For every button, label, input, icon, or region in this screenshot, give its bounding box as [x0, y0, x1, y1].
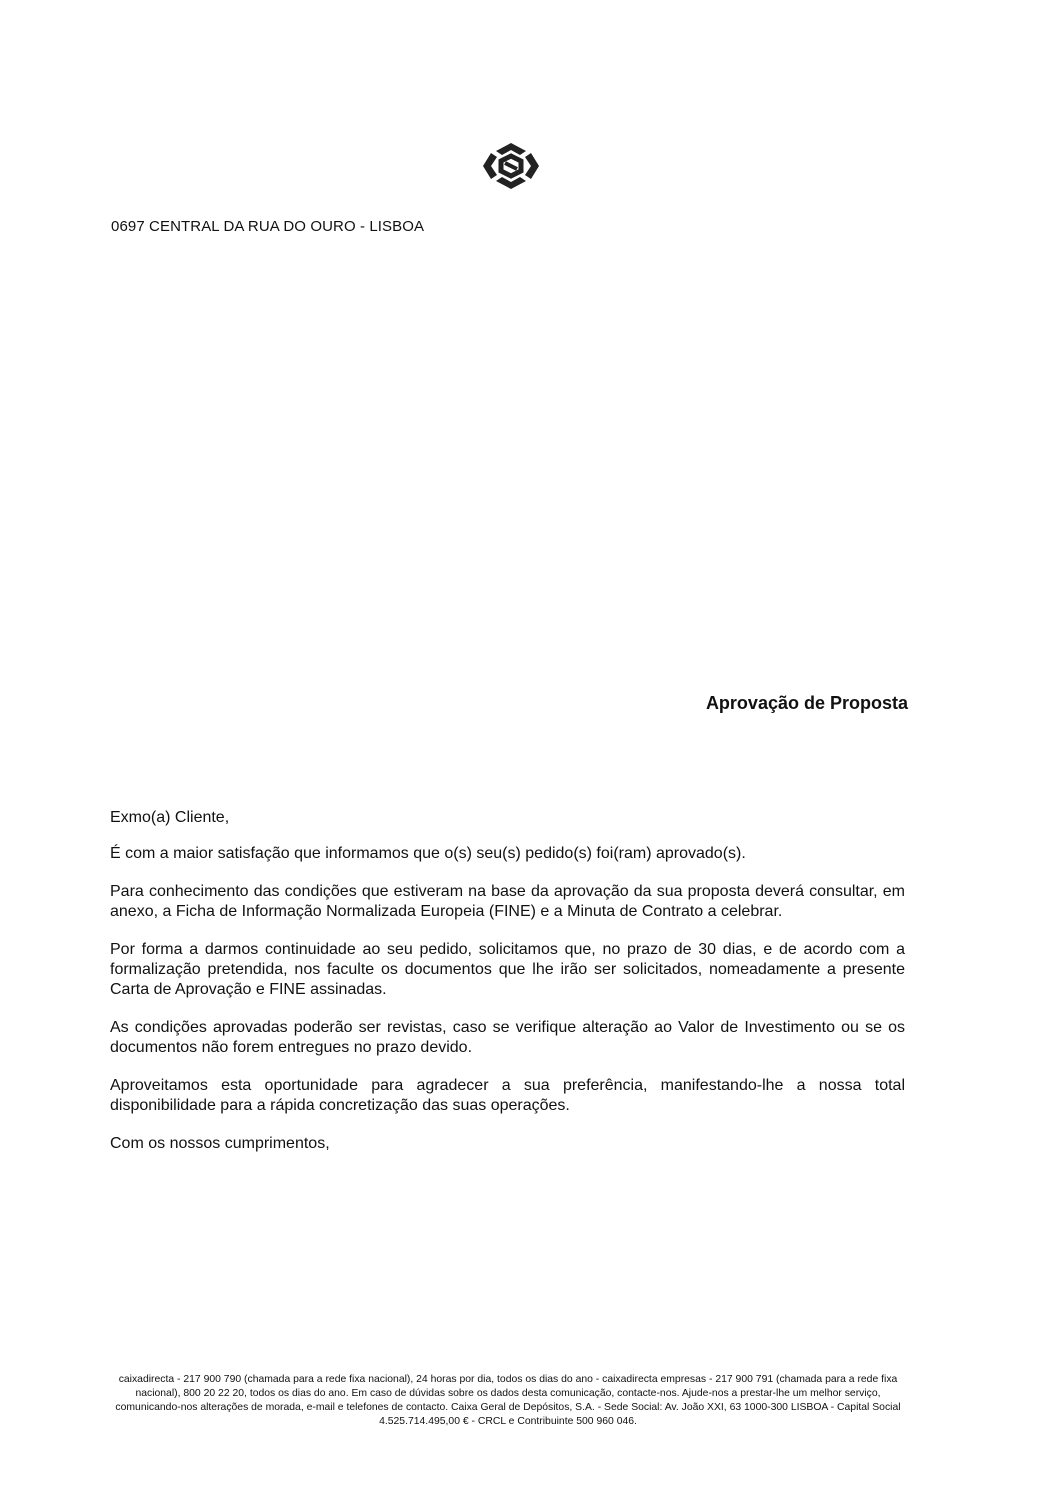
letter-paragraph: As condições aprovadas poderão ser revistas, caso se verifique alteração ao Valor de Investimento ou se os documentos não forem entregues no prazo devido. [110, 1019, 905, 1056]
branch-name: 0697 CENTRAL DA RUA DO OURO - LISBOA [111, 218, 425, 235]
letter-paragraph: Por forma a darmos continuidade ao seu pedido, solicitamos que, no prazo de 30 dias, e de acordo com a formalização pretendida, nos faculte os documentos que lhe irão ser solicitados, nomeadamente a presente Carta de Aprovação e FINE assinadas. [110, 941, 905, 998]
document-title: Aprovação de Proposta [705, 693, 908, 713]
letter-closing: Com os nossos cumprimentos, [110, 1135, 330, 1152]
footer-legal-text: caixadirecta - 217 900 790 (chamada para a rede fixa nacional), 24 horas por dia, todos os dias do ano - caixadirecta empresas - 217 900 791 (chamada para a rede fixa nacional), 800 20 22 20, todos os dias do ano. Em caso de dúvidas sobre os dados desta comunicação, contacte-nos. Ajude-nos a prestar-lhe um melhor serviço, comunicando-nos alterações de morada, e-mail e telefones de contacto. Caixa Geral de Depósitos, S.A. - Sede Social: Av. João XXI, 63 1000-300 LISBOA - Capital Social 4.525.714.495,00 € - CRCL e Contribuinte 500 960 046. [115, 1374, 901, 1427]
letter-body [110, 808, 905, 1172]
cgd-logo-icon [481, 141, 541, 191]
letter-paragraph: Para conhecimento das condições que estiveram na base da aprovação da sua proposta deverá consultar, em anexo, a Ficha de Informação Normalizada Europeia (FINE) e a Minuta de Contrato a celebrar. [110, 883, 905, 920]
letter-greeting: Exmo(a) Cliente, [110, 809, 230, 826]
letter-paragraph: Aproveitamos esta oportunidade para agradecer a sua preferência, manifestando-lhe a nossa total disponibilidade para a rápida concretização das suas operações. [110, 1077, 905, 1114]
letter-paragraph: É com a maior satisfação que informamos que o(s) seu(s) pedido(s) foi(ram) aprovado(s). [110, 845, 746, 862]
